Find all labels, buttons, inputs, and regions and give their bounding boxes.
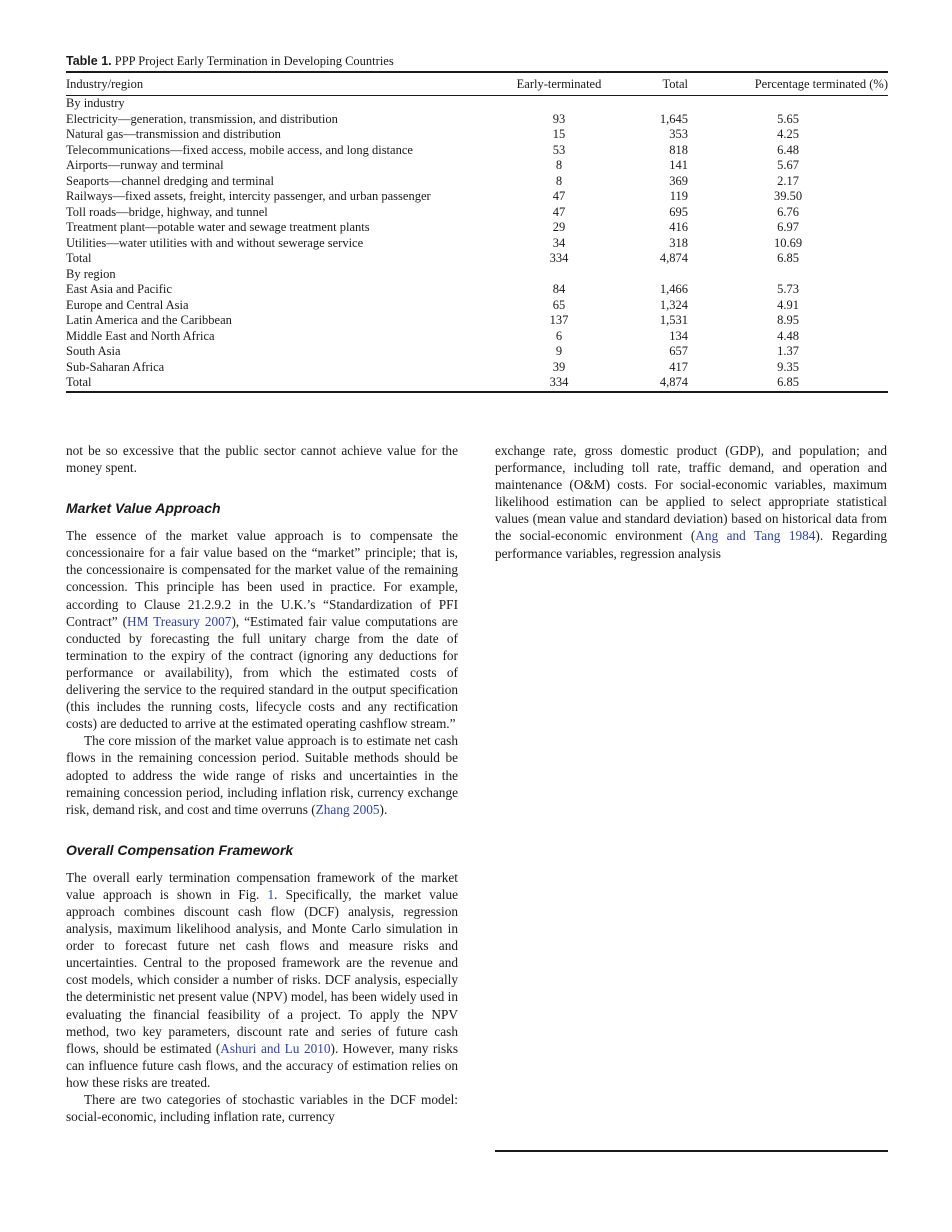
cell-early-terminated: 137 — [549, 313, 569, 327]
cell-label: Airports—runway and terminal — [66, 158, 224, 172]
cell-label: Middle East and North Africa — [66, 328, 215, 343]
cell-early-terminated: 15 — [552, 127, 566, 141]
cell-label: Latin America and the Caribbean — [66, 313, 232, 327]
text-run: ). However, many risks can influence future cash flows, and the accuracy of estimation relies on how these risks are treated. — [66, 1040, 458, 1090]
table-1 — [66, 53, 888, 393]
cell-early-terminated: 334 — [549, 251, 569, 265]
cell-early-terminated: 65 — [552, 297, 566, 312]
cell-early-terminated: 39 — [552, 359, 566, 374]
table-row — [66, 158, 888, 174]
cell-total: 4,874 — [659, 375, 688, 389]
cell-percentage: 5.67 — [777, 158, 799, 172]
cell-total: 657 — [669, 344, 688, 358]
cell-label: Natural gas—transmission and distribution — [66, 127, 281, 141]
cell-percentage: 1.37 — [777, 344, 799, 358]
cell-early-terminated: 6 — [555, 328, 563, 343]
cell-label: Treatment plant—potable water and sewage treatment plants — [66, 220, 370, 234]
cell-early-terminated: 47 — [552, 189, 566, 203]
figure-link[interactable]: 1 — [267, 886, 275, 902]
header-total: Total — [662, 76, 688, 91]
text-run: exchange rate, gross domestic product (GDP), and population; and performance, including toll rate, traffic demand, and operation and maintenance (O&M) costs. For social-economic variables, maximum likelihood estimation can be applied to select appropriate statistical values (mean value and standard deviation) based on historical data from the social-economic environment ( — [495, 443, 887, 544]
text-run: . Specifically, the market value approach combines discount cash flow (DCF) analysis, regression analysis, maximum likelihood analysis, and Monte Carlo simulation in order to forecast future net cash flows and measure risks and uncertainties. Central to the proposed framework are the revenue and cost models, which consider a number of risks. DCF analysis, especially the deterministic net present value (NPV) model, has been widely used in evaluating the financial feasibility of a project. To apply the NPV method, two key parameters, discount rate and series of future cash flows, should be estimated ( — [66, 886, 458, 1056]
citation-link[interactable]: Ashuri and Lu 2010 — [220, 1040, 331, 1056]
cell-total — [612, 267, 688, 283]
cell-total: 353 — [669, 127, 688, 141]
cell-label: Sub-Saharan Africa — [66, 359, 165, 374]
right-column — [495, 442, 887, 562]
cell-total: 695 — [669, 204, 688, 219]
cell-total: 369 — [669, 173, 688, 188]
cell-percentage: 8.95 — [777, 313, 799, 327]
citation-link[interactable]: Zhang 2005 — [315, 801, 380, 817]
table-row — [66, 205, 888, 221]
cell-early-terminated: 84 — [552, 282, 566, 296]
paragraph — [66, 732, 458, 817]
cell-label: By region — [66, 266, 116, 281]
table-row — [66, 282, 888, 298]
table-row — [66, 96, 888, 112]
cell-percentage: 39.50 — [773, 189, 803, 203]
header-industry-region: Industry/region — [66, 76, 144, 91]
table-row — [66, 236, 888, 252]
table-caption — [66, 53, 888, 69]
left-column — [66, 442, 458, 1125]
header-early-terminated: Early-terminated — [516, 76, 602, 91]
cell-percentage: 4.25 — [777, 127, 799, 141]
cell-early-terminated: 334 — [549, 375, 569, 389]
cell-percentage: 4.91 — [777, 297, 799, 312]
text-run: The core mission of the market value approach is to estimate net cash flows in the remaining concession period. Suitable methods should be adopted to address the wide range of risks and uncertainties in the remaining concession period, including inflation risk, currency exchange risk, demand risk, and cost and time overruns ( — [66, 733, 458, 817]
text-run: The overall early termination compensation framework of the market value approach is shown in Fig. — [66, 869, 458, 902]
cell-percentage: 4.48 — [777, 328, 799, 343]
text-run: ). — [379, 801, 388, 817]
text-run: The essence of the market value approach is to compensate the concessionaire for a fair value based on the “market” principle; that is, the concessionaire is compensated for the market value of the remaining concession. This principle has been used in practice. For example, according to Clause 21.2.9.2 in the U.K.’s “Standardization of PFI Contract” ( — [66, 528, 458, 629]
cell-total: 1,324 — [659, 297, 688, 312]
termination-table — [66, 71, 888, 393]
paragraph — [66, 869, 458, 1091]
table-row — [66, 189, 888, 205]
paragraph — [66, 527, 458, 732]
paragraph — [495, 442, 887, 562]
cell-percentage: 2.17 — [777, 173, 799, 188]
cell-early-terminated: 9 — [555, 344, 563, 358]
table-row — [66, 313, 888, 329]
citation-link[interactable]: Ang and Tang 1984 — [695, 528, 816, 544]
table-row — [66, 251, 888, 267]
cell-label: Telecommunications—fixed access, mobile access, and long distance — [66, 142, 413, 157]
cell-percentage: 5.65 — [777, 111, 799, 126]
table-row — [66, 267, 888, 283]
table-header-row — [66, 72, 888, 96]
cell-percentage: 6.48 — [777, 142, 799, 157]
cell-total: 416 — [669, 220, 688, 234]
cell-total: 134 — [669, 328, 688, 343]
cell-early-terminated: 8 — [555, 158, 563, 172]
table-row — [66, 112, 888, 128]
table-row — [66, 360, 888, 376]
cell-total: 1,531 — [659, 313, 688, 327]
table-row — [66, 344, 888, 360]
cell-early-terminated — [506, 96, 612, 112]
table-row — [66, 174, 888, 190]
cell-total: 141 — [669, 158, 688, 172]
cell-percentage — [688, 96, 888, 112]
cell-total: 4,874 — [659, 251, 688, 265]
table-row — [66, 329, 888, 345]
section-heading-overall-framework: Overall Compensation Framework — [66, 841, 294, 858]
cell-percentage: 5.73 — [777, 282, 799, 296]
cell-percentage: 6.85 — [777, 251, 799, 265]
table-title: PPP Project Early Termination in Developing Countries — [114, 54, 394, 68]
cell-label: South Asia — [66, 344, 121, 358]
citation-link[interactable]: HM Treasury 2007 — [127, 613, 232, 629]
section-heading-market-value: Market Value Approach — [66, 500, 221, 517]
cell-early-terminated: 29 — [552, 220, 566, 234]
text-run: ), “Estimated fair value computations are conducted by forecasting the full unitary charge from the date of termination to the expiry of the contract (ignoring any deductions for performance or availability), from which the estimated costs of delivering the service to the required standard in the output specification (this includes the running costs, lifecycle costs and any rectification costs) are deducted to arrive at the estimated operating cashflow stream.” — [66, 613, 458, 732]
cell-label: Utilities—water utilities with and without sewerage service — [66, 235, 364, 250]
cell-percentage — [688, 267, 888, 283]
cell-label: Total — [66, 375, 92, 389]
cell-early-terminated: 34 — [552, 235, 566, 250]
cell-percentage: 6.76 — [777, 204, 799, 219]
cell-label: Europe and Central Asia — [66, 297, 189, 312]
cell-early-terminated — [506, 267, 612, 283]
cell-percentage: 9.35 — [777, 359, 799, 374]
table-row — [66, 127, 888, 143]
table-row — [66, 220, 888, 236]
paragraph: There are two categories of stochastic variables in the DCF model: social-economic, including inflation rate, currency — [66, 1092, 458, 1125]
cell-label: East Asia and Pacific — [66, 282, 172, 296]
cell-total: 1,466 — [659, 282, 688, 296]
table-row — [66, 143, 888, 159]
header-percentage: Percentage terminated (%) — [754, 76, 888, 91]
text-run: ). Regarding performance variables, regression analysis — [495, 528, 887, 561]
cell-label: Electricity—generation, transmission, and distribution — [66, 111, 338, 126]
cell-percentage: 10.69 — [773, 235, 803, 250]
cell-total: 318 — [669, 235, 688, 250]
cell-label: Seaports—channel dredging and terminal — [66, 173, 274, 188]
cell-label: By industry — [66, 96, 125, 110]
cell-early-terminated: 53 — [552, 142, 566, 157]
cell-total: 119 — [669, 189, 688, 203]
cell-early-terminated: 8 — [555, 173, 563, 188]
cell-label: Total — [66, 251, 92, 265]
cell-total: 1,645 — [659, 111, 688, 126]
cell-early-terminated: 47 — [552, 204, 566, 219]
column-end-rule — [495, 1150, 888, 1152]
paragraph: not be so excessive that the public sector cannot achieve value for the money spent. — [66, 443, 458, 476]
table-row — [66, 375, 888, 392]
cell-total: 818 — [669, 142, 688, 157]
cell-total: 417 — [669, 359, 688, 374]
cell-label: Railways—fixed assets, freight, intercity passenger, and urban passenger — [66, 189, 431, 203]
cell-early-terminated: 93 — [552, 111, 566, 126]
cell-label: Toll roads—bridge, highway, and tunnel — [66, 204, 268, 219]
cell-percentage: 6.97 — [777, 220, 799, 234]
table-label: Table 1. — [66, 54, 112, 68]
cell-percentage: 6.85 — [777, 375, 799, 389]
table-row — [66, 298, 888, 314]
cell-total — [612, 96, 688, 112]
